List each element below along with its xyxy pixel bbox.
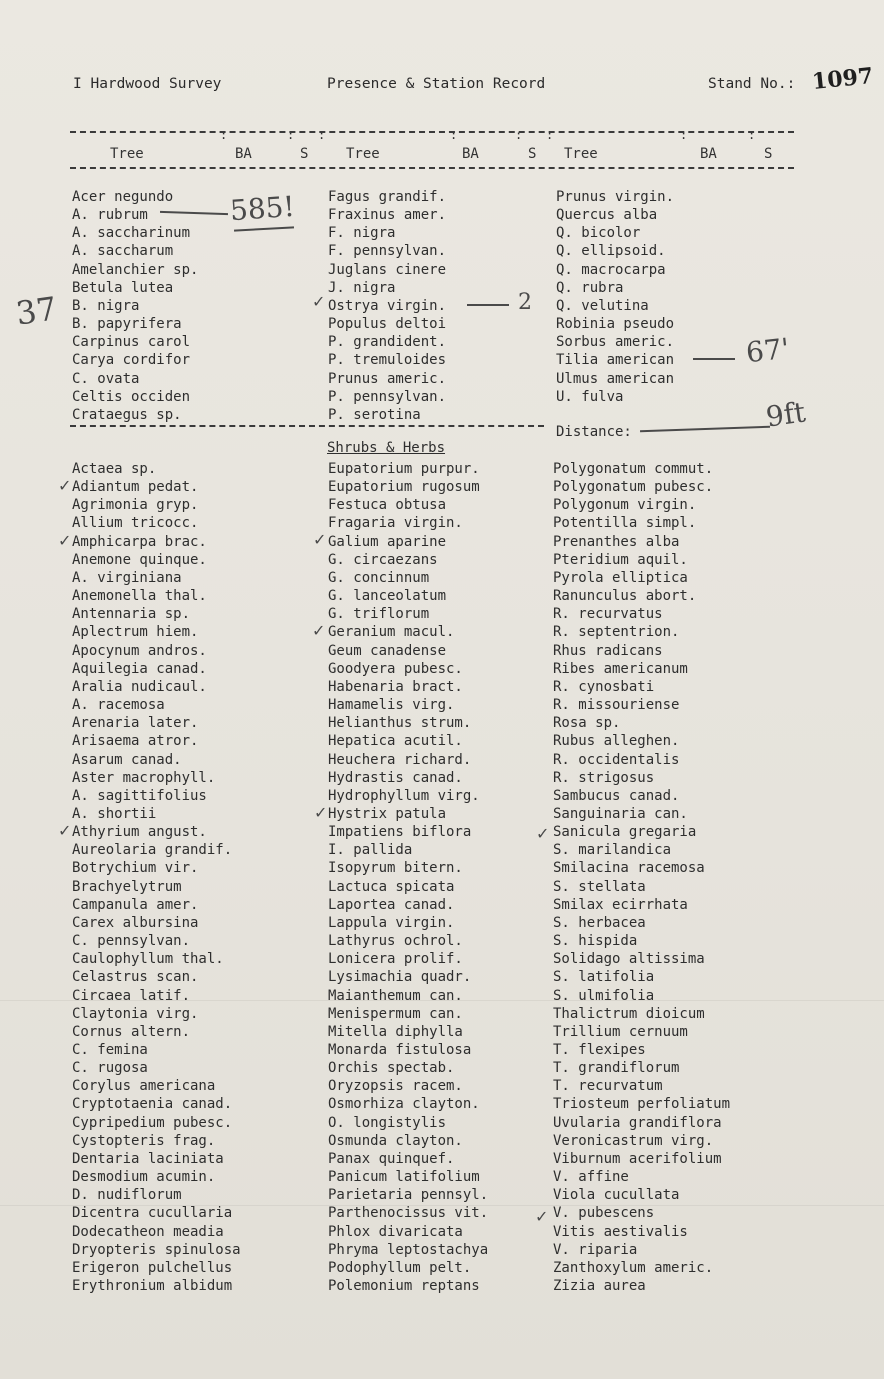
species-entry: Antennaria sp. [72, 606, 191, 623]
species-entry: A. saccharum [72, 243, 174, 260]
species-entry: Claytonia virg. [72, 1005, 199, 1022]
col-header-s: S [764, 146, 773, 162]
handwritten-tilia-value: 67' [744, 331, 791, 370]
species-entry: Adiantum pedat. [72, 479, 199, 496]
record-title: Presence & Station Record [327, 76, 546, 92]
species-entry: Desmodium acumin. [72, 1169, 216, 1186]
shrub-list-col3 [553, 460, 730, 1295]
species-entry: Osmorhiza clayton. [328, 1096, 480, 1113]
species-entry: Eupatorium rugosum [328, 479, 480, 496]
species-entry: R. strigosus [553, 769, 655, 786]
species-entry: Uvularia grandiflora [553, 1114, 722, 1131]
species-entry: Phryma leptostachya [328, 1241, 489, 1258]
species-entry: Ostrya virgin. [328, 297, 447, 314]
species-entry: Geranium macul. [328, 624, 455, 641]
species-entry: Cypripedium pubesc. [72, 1114, 233, 1131]
species-entry: P. tremuloides [328, 352, 447, 369]
species-entry: Vitis aestivalis [553, 1223, 688, 1240]
species-entry: Rosa sp. [553, 715, 621, 732]
species-entry: P. grandident. [328, 334, 447, 351]
species-entry: Brachyelytrum [72, 878, 182, 895]
species-entry: Solidago altissima [553, 951, 705, 968]
check-mark-icon: ✓ [535, 1207, 549, 1226]
species-entry: Sorbus americ. [556, 334, 675, 351]
species-entry: Amphicarpa brac. [72, 533, 207, 550]
species-entry: Populus deltoi [328, 316, 447, 333]
species-entry: O. longistylis [328, 1114, 447, 1131]
species-entry: Dryopteris spinulosa [72, 1241, 241, 1258]
species-entry: Allium tricocc. [72, 515, 199, 532]
species-entry: V. affine [553, 1169, 629, 1186]
species-entry: Osmunda clayton. [328, 1132, 463, 1149]
species-entry: P. pennsylvan. [328, 388, 447, 405]
colon-separator: : [515, 128, 523, 142]
species-entry: Hamamelis virg. [328, 697, 455, 714]
species-entry: Monarda fistulosa [328, 1042, 472, 1058]
col-header-ba: BA [462, 146, 479, 162]
species-entry: I. pallida [328, 842, 413, 859]
species-entry: Agrimonia gryp. [72, 497, 199, 514]
species-entry: V. pubescens [553, 1205, 655, 1222]
species-entry: Cystopteris frag. [72, 1132, 216, 1149]
species-entry: Sambucus canad. [553, 787, 680, 804]
species-entry: Hydrastis canad. [328, 769, 463, 786]
species-entry: Prunus virgin. [556, 189, 675, 205]
check-mark-icon: ✓ [58, 476, 72, 495]
distance-label: Distance: [556, 424, 632, 440]
species-entry: A. shortii [72, 805, 157, 822]
species-entry: Orchis spectab. [328, 1060, 455, 1077]
colon-separator: : [220, 128, 228, 142]
species-entry: R. occidentalis [553, 751, 680, 768]
species-entry: Impatiens biflora [328, 824, 472, 841]
species-entry: Athyrium angust. [72, 824, 207, 841]
stand-label: Stand No.: [708, 76, 796, 92]
species-entry: Galium aparine [328, 533, 447, 550]
species-entry: Tilia american [556, 352, 675, 369]
species-entry: Maianthemum can. [328, 987, 463, 1004]
species-entry: Celastrus scan. [72, 969, 199, 986]
species-entry: Lonicera prolif. [328, 951, 463, 968]
species-entry: Pyrola elliptica [553, 569, 688, 586]
species-entry: Viola cucullata [553, 1187, 680, 1204]
species-entry: Lathyrus ochrol. [328, 933, 463, 950]
species-entry: Amelanchier sp. [72, 261, 199, 278]
trees-end-rule [70, 425, 544, 427]
species-entry: Pteridium aquil. [553, 551, 688, 568]
species-entry: R. recurvatus [553, 606, 663, 623]
species-entry: Helianthus strum. [328, 715, 472, 732]
species-entry: Cryptotaenia canad. [72, 1096, 233, 1113]
pen-line [640, 426, 770, 432]
species-entry: Aralia nudicaul. [72, 678, 207, 695]
species-entry: R. cynosbati [553, 678, 655, 695]
species-entry: C. femina [72, 1042, 148, 1058]
species-entry: Asarum canad. [72, 751, 182, 768]
species-entry: Q. macrocarpa [556, 261, 666, 278]
stand-number: 1097 [810, 62, 875, 96]
species-entry: C. pennsylvan. [72, 933, 191, 950]
species-entry: S. stellata [553, 878, 646, 895]
species-entry: T. grandiflorum [553, 1060, 680, 1077]
species-entry: Robinia pseudo [556, 316, 675, 333]
species-entry: Laportea canad. [328, 896, 455, 913]
species-entry: Fragaria virgin. [328, 515, 463, 532]
colon-separator: : [318, 128, 326, 142]
species-entry: A. virginiana [72, 569, 182, 586]
species-entry: Panax quinquef. [328, 1150, 455, 1167]
colon-separator: : [748, 128, 756, 142]
species-entry: Fraxinus amer. [328, 207, 447, 224]
shrubs-herbs-title: Shrubs & Herbs [327, 440, 446, 456]
species-entry: Aquilegia canad. [72, 660, 207, 677]
species-entry: A. rubrum [72, 207, 148, 224]
species-entry: Isopyrum bitern. [328, 860, 463, 877]
col-header-ba: BA [235, 146, 252, 162]
species-entry: Acer negundo [72, 189, 174, 205]
species-entry: Hepatica acutil. [328, 733, 463, 750]
species-entry: P. serotina [328, 406, 421, 423]
species-entry: Hystrix patula [328, 805, 447, 822]
species-entry: Polygonatum commut. [553, 461, 714, 477]
species-entry: Smilax ecirrhata [553, 896, 688, 913]
species-entry: Betula lutea [72, 279, 174, 296]
species-entry: Polemonium reptans [328, 1278, 480, 1295]
species-entry: Q. rubra [556, 279, 624, 296]
species-entry: Polygonatum pubesc. [553, 479, 714, 496]
species-entry: R. septentrion. [553, 624, 680, 641]
species-entry: Hydrophyllum virg. [328, 787, 480, 804]
species-entry: Cornus altern. [72, 1023, 191, 1040]
colon-separator: : [680, 128, 688, 142]
survey-title: I Hardwood Survey [73, 76, 222, 92]
species-entry: Fagus grandif. [328, 189, 447, 205]
species-entry: Botrychium vir. [72, 860, 199, 877]
pen-line [467, 304, 509, 306]
species-entry: A. racemosa [72, 697, 165, 714]
check-mark-icon: ✓ [313, 530, 327, 549]
species-entry: Erigeron pulchellus [72, 1259, 233, 1276]
species-entry: A. saccharinum [72, 225, 191, 242]
col-header-tree: Tree [110, 146, 144, 162]
species-entry: Geum canadense [328, 642, 447, 659]
colon-separator: : [287, 128, 295, 142]
species-entry: Ribes americanum [553, 660, 688, 677]
check-mark-icon: ✓ [312, 621, 326, 640]
species-entry: Crataegus sp. [72, 406, 182, 423]
species-entry: Aster macrophyll. [72, 769, 216, 786]
check-mark-icon: ✓ [58, 531, 72, 550]
species-entry: Corylus americana [72, 1078, 216, 1095]
species-entry: Lappula virgin. [328, 914, 455, 931]
species-entry: Anemone quinque. [72, 551, 207, 568]
species-entry: Arenaria later. [72, 715, 199, 732]
colon-separator: : [546, 128, 554, 142]
col-header-tree: Tree [346, 146, 380, 162]
species-entry: T. flexipes [553, 1042, 646, 1058]
species-entry: S. hispida [553, 933, 638, 950]
species-entry: Rhus radicans [553, 642, 663, 659]
species-entry: Carya cordifor [72, 352, 191, 369]
species-entry: S. herbacea [553, 914, 646, 931]
species-entry: Festuca obtusa [328, 497, 447, 514]
species-entry: Ranunculus abort. [553, 588, 697, 605]
species-entry: G. circaezans [328, 551, 438, 568]
species-entry: Dodecatheon meadia [72, 1223, 224, 1240]
pen-line [693, 358, 735, 360]
species-entry: D. nudiflorum [72, 1187, 182, 1204]
tree-list-col1 [72, 188, 198, 424]
species-entry: Mitella diphylla [328, 1023, 463, 1040]
species-entry: B. papyrifera [72, 316, 182, 333]
species-entry: Triosteum perfoliatum [553, 1096, 731, 1113]
species-entry: Carex albursina [72, 914, 199, 931]
species-entry: S. ulmifolia [553, 987, 655, 1004]
species-entry: Arisaema atror. [72, 733, 199, 750]
species-entry: Quercus alba [556, 207, 658, 224]
tree-list-col3 [556, 188, 674, 406]
check-mark-icon: ✓ [58, 821, 72, 840]
species-entry: Actaea sp. [72, 461, 157, 477]
col-header-s: S [528, 146, 537, 162]
species-entry: Zizia aurea [553, 1278, 646, 1295]
header-rule-bottom [70, 167, 794, 169]
species-entry: Eupatorium purpur. [328, 461, 480, 477]
species-entry: Aplectrum hiem. [72, 624, 199, 641]
species-entry: Phlox divaricata [328, 1223, 463, 1240]
handwritten-rubrum-value: 585! [228, 189, 296, 228]
check-mark-icon: ✓ [536, 824, 550, 843]
species-entry: Erythronium albidum [72, 1278, 233, 1295]
tree-list-col2 [328, 188, 446, 424]
species-entry: Oryzopsis racem. [328, 1078, 463, 1095]
species-entry: Prunus americ. [328, 370, 447, 387]
species-entry: J. nigra [328, 279, 396, 296]
species-entry: Polygonum virgin. [553, 497, 697, 514]
col-header-s: S [300, 146, 309, 162]
species-entry: Thalictrum dioicum [553, 1005, 705, 1022]
species-entry: R. missouriense [553, 697, 680, 714]
species-entry: Dicentra cucullaria [72, 1205, 233, 1222]
species-entry: U. fulva [556, 388, 624, 405]
check-mark-icon: ✓ [312, 292, 326, 311]
species-entry: Zanthoxylum americ. [553, 1259, 714, 1276]
species-entry: Trillium cernuum [553, 1023, 688, 1040]
species-entry: Parthenocissus vit. [328, 1205, 489, 1222]
col-header-tree: Tree [564, 146, 598, 162]
species-entry: Prenanthes alba [553, 533, 680, 550]
species-entry: Parietaria pennsyl. [328, 1187, 489, 1204]
species-entry: G. lanceolatum [328, 588, 447, 605]
species-entry: Habenaria bract. [328, 678, 463, 695]
species-entry: Heuchera richard. [328, 751, 472, 768]
species-entry: Rubus alleghen. [553, 733, 680, 750]
species-entry: Campanula amer. [72, 896, 199, 913]
species-entry: C. rugosa [72, 1060, 148, 1077]
species-entry: Q. bicolor [556, 225, 641, 242]
species-entry: B. nigra [72, 297, 140, 314]
species-entry: V. riparia [553, 1241, 638, 1258]
shrub-list-col1 [72, 460, 241, 1295]
handwritten-distance-value: 9ft [763, 395, 808, 434]
species-entry: Ulmus american [556, 370, 675, 387]
species-entry: Viburnum acerifolium [553, 1150, 722, 1167]
species-entry: Apocynum andros. [72, 642, 207, 659]
species-entry: F. nigra [328, 225, 396, 242]
species-entry: Circaea latif. [72, 987, 191, 1004]
species-entry: C. ovata [72, 370, 140, 387]
species-entry: Goodyera pubesc. [328, 660, 463, 677]
species-entry: Lysimachia quadr. [328, 969, 472, 986]
check-mark-icon: ✓ [314, 803, 328, 822]
species-entry: F. pennsylvan. [328, 243, 447, 260]
species-entry: Caulophyllum thal. [72, 951, 224, 968]
species-entry: S. latifolia [553, 969, 655, 986]
species-entry: Carpinus carol [72, 334, 191, 351]
species-entry: Veronicastrum virg. [553, 1132, 714, 1149]
species-entry: Sanicula gregaria [553, 824, 697, 841]
species-entry: G. triflorum [328, 606, 430, 623]
species-entry: Sanguinaria can. [553, 805, 688, 822]
species-entry: Potentilla simpl. [553, 515, 697, 532]
handwritten-ostrya-value: 2 [518, 290, 532, 315]
handwritten-margin-number: 37 [13, 289, 60, 333]
species-entry: Smilacina racemosa [553, 860, 705, 877]
species-entry: Dentaria laciniata [72, 1150, 224, 1167]
col-header-ba: BA [700, 146, 717, 162]
species-entry: Juglans cinere [328, 261, 447, 278]
species-entry: Panicum latifolium [328, 1169, 480, 1186]
species-entry: G. concinnum [328, 569, 430, 586]
species-entry: Menispermum can. [328, 1005, 463, 1022]
pen-underline [234, 226, 294, 231]
species-entry: Aureolaria grandif. [72, 842, 233, 859]
species-entry: Anemonella thal. [72, 588, 207, 605]
species-entry: Q. ellipsoid. [556, 243, 666, 260]
species-entry: Celtis occiden [72, 388, 191, 405]
species-entry: T. recurvatum [553, 1078, 663, 1095]
species-entry: S. marilandica [553, 842, 672, 859]
shrub-list-col2 [328, 460, 488, 1295]
species-entry: A. sagittifolius [72, 787, 207, 804]
colon-separator: : [450, 128, 458, 142]
species-entry: Podophyllum pelt. [328, 1259, 472, 1276]
species-entry: Lactuca spicata [328, 878, 455, 895]
species-entry: Q. velutina [556, 297, 649, 314]
